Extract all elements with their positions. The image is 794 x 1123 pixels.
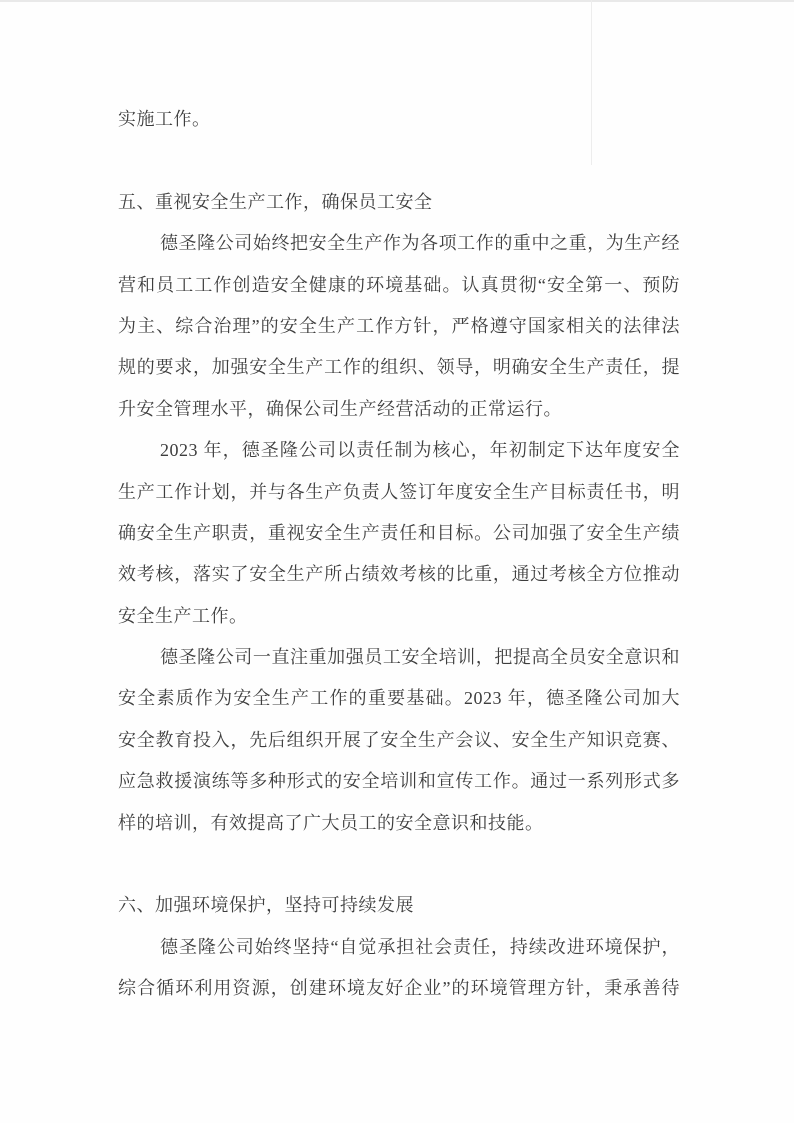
text-line: 效考核，落实了安全生产所占绩效考核的比重，通过考核全方位推动 [118, 564, 680, 585]
text-line: 升安全管理水平，确保公司生产经营活动的正常运行。 [118, 398, 562, 419]
text-line: 德圣隆公司一直注重加强员工安全培训，把提高全员安全意识和 [160, 647, 680, 668]
section-heading: 六、加强环境保护，坚持可持续发展 [118, 895, 414, 916]
document-text [118, 99, 680, 1010]
text-line: 实施工作。 [118, 109, 211, 129]
scan-top-edge-artifact [0, 0, 794, 2]
text-line: 营和员工工作创造安全健康的环境基础。认真贯彻“安全第一、预防 [118, 274, 680, 295]
text-line: 生产工作计划，并与各生产负责人签订年度安全生产目标责任书，明 [118, 481, 680, 502]
text-line: 安全素质作为安全生产工作的重要基础。2023 年，德圣隆公司加大 [118, 688, 680, 709]
text-line: 样的培训，有效提高了广大员工的安全意识和技能。 [118, 812, 544, 833]
text-line: 安全生产工作。 [118, 605, 248, 626]
text-line: 综合循环利用资源，创建环境友好企业”的环境管理方针，秉承善待 [118, 978, 680, 999]
blank-line [118, 844, 680, 885]
text-line: 德圣隆公司始终把安全生产作为各项工作的重中之重，为生产经 [160, 233, 680, 254]
text-line: 确安全生产职责，重视安全生产责任和目标。公司加强了安全生产绩 [118, 522, 680, 543]
text-line: 德圣隆公司始终坚持“自觉承担社会责任，持续改进环境保护， [160, 936, 680, 957]
section-heading: 五、重视安全生产工作，确保员工安全 [118, 191, 433, 212]
text-line: 安全教育投入，先后组织开展了安全生产会议、安全生产知识竞赛、 [118, 729, 680, 750]
text-line: 2023 年，德圣隆公司以责任制为核心，年初制定下达年度安全 [160, 440, 680, 461]
blank-line [118, 140, 680, 181]
text-line: 规的要求，加强安全生产工作的组织、领导，明确安全生产责任，提 [118, 357, 680, 378]
text-line: 为主、综合治理”的安全生产工作方针，严格遵守国家相关的法律法 [118, 315, 680, 336]
text-line: 应急救援演练等多种形式的安全培训和宣传工作。通过一系列形式多 [118, 771, 680, 792]
